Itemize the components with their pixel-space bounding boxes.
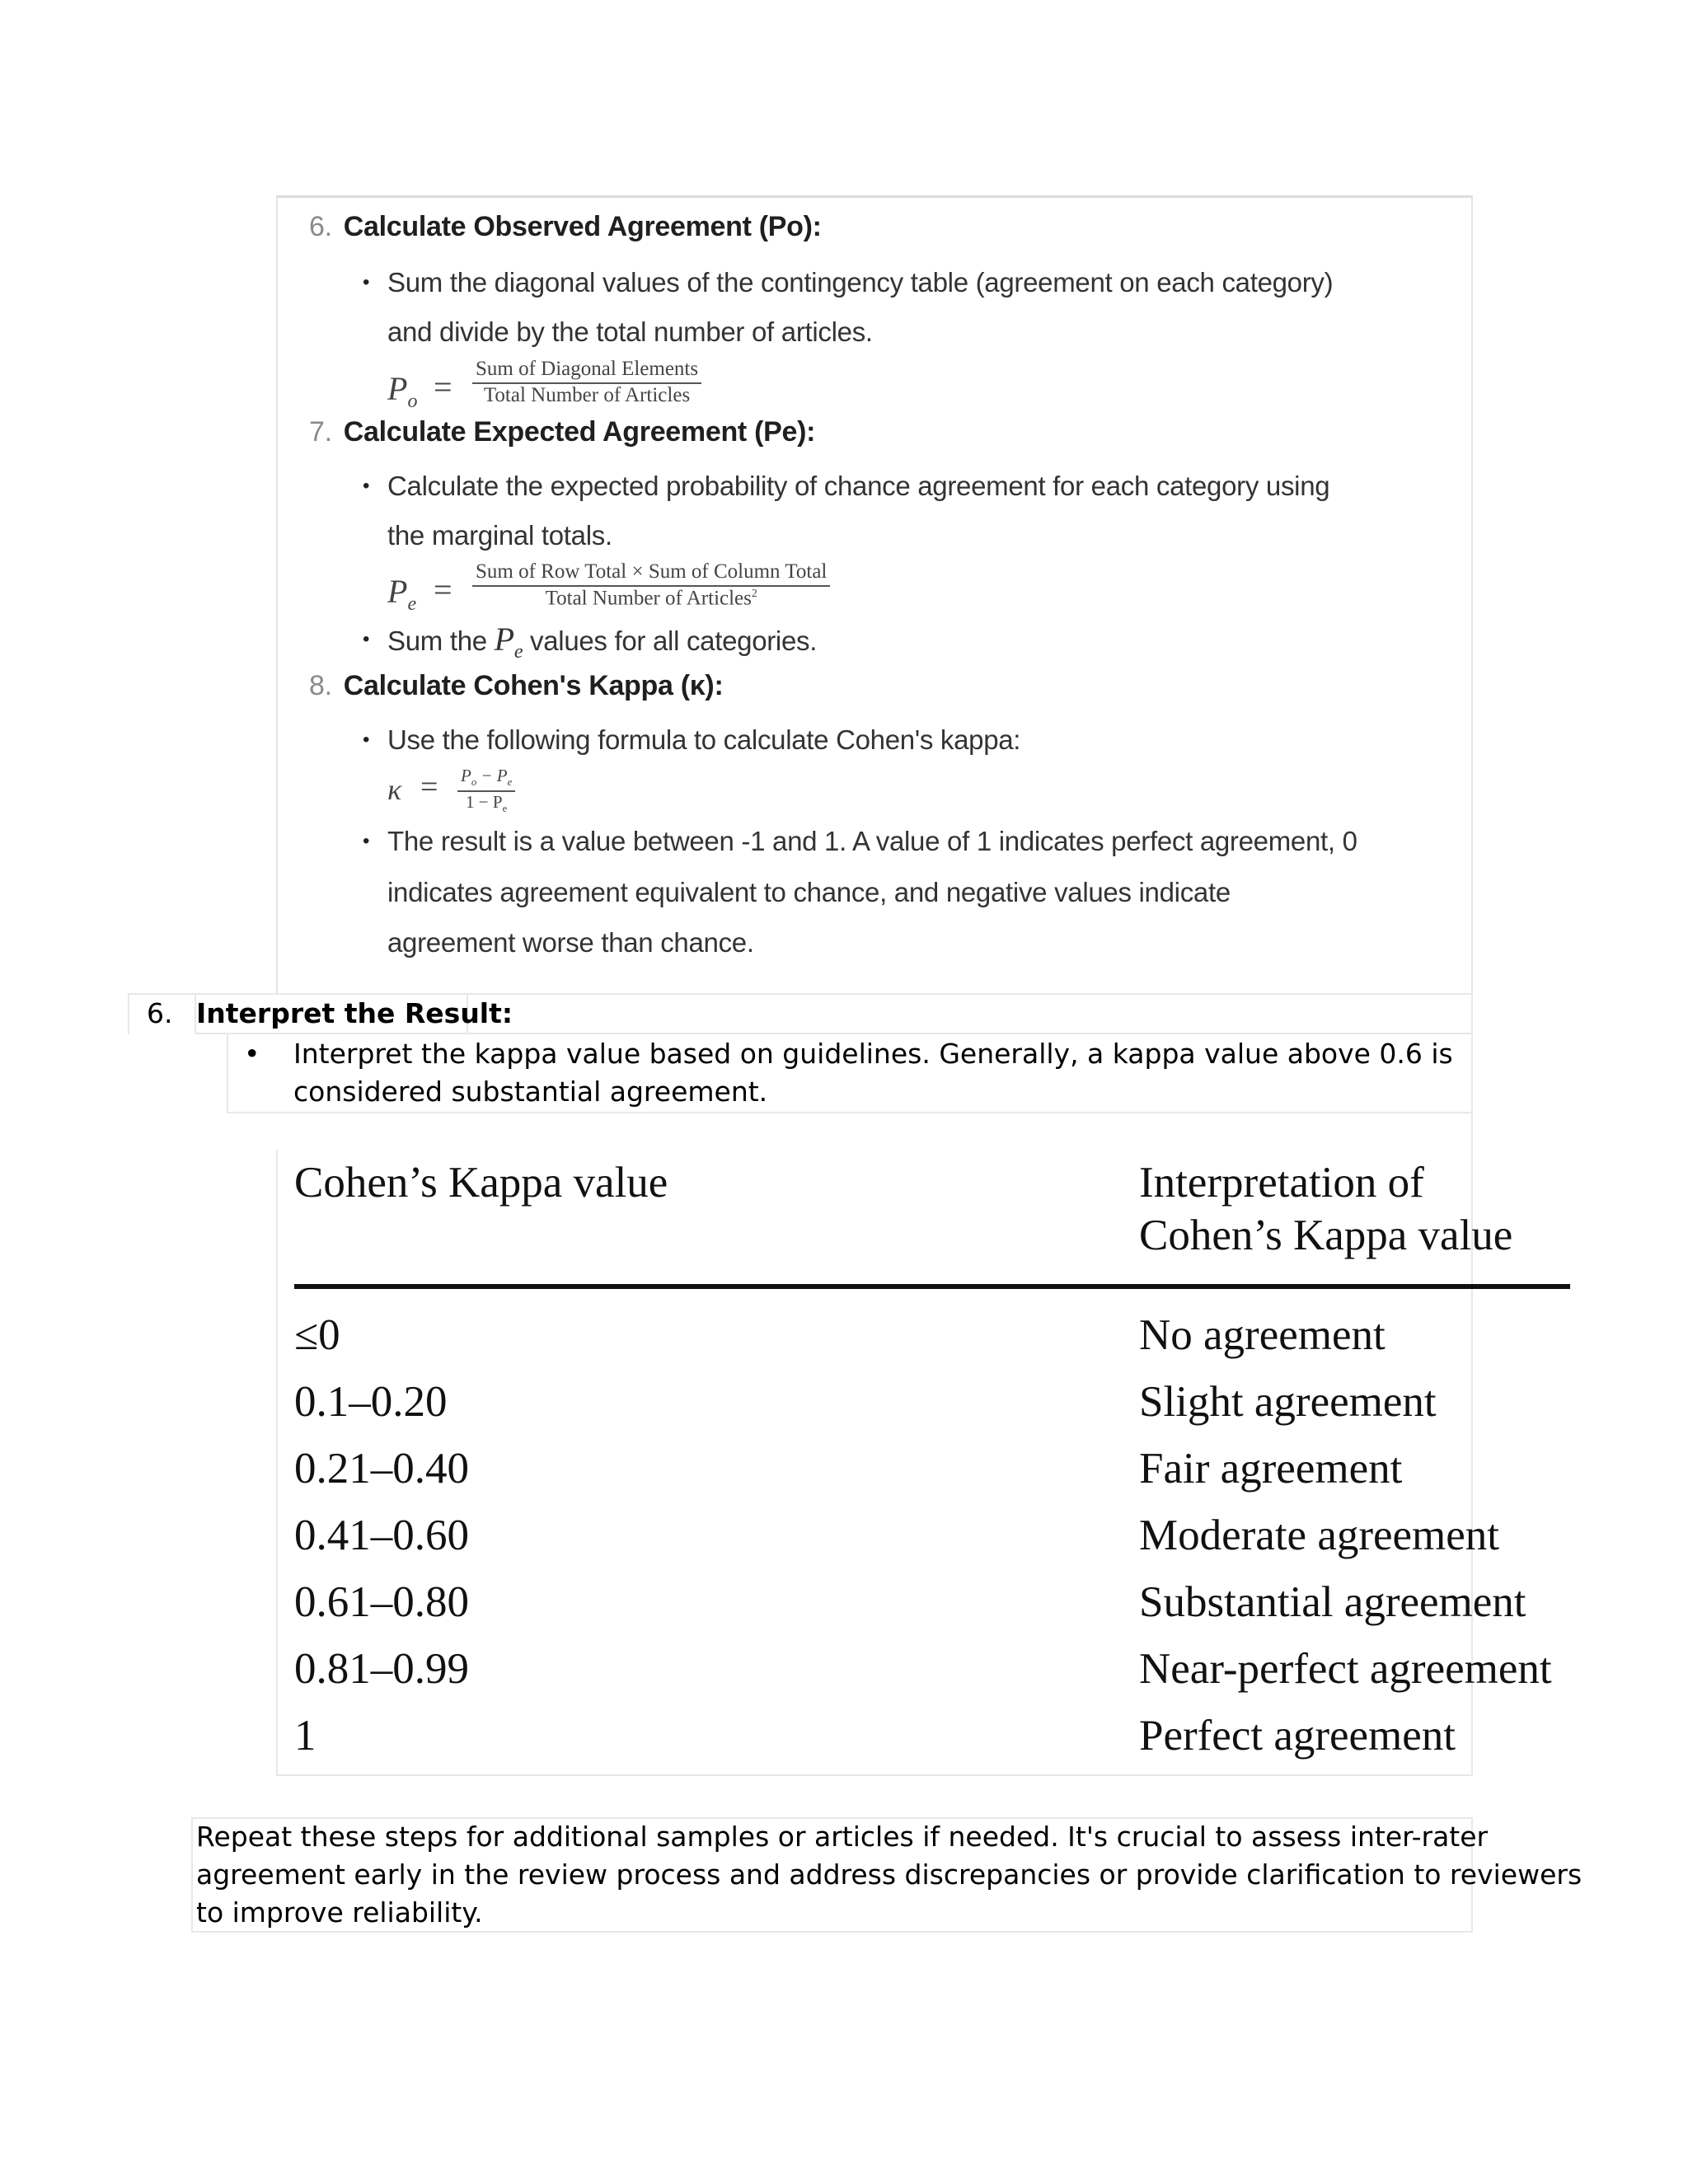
step-6-heading: [309, 211, 822, 243]
cell-border: [128, 993, 129, 1034]
row-interpretation: Substantial agreement: [1139, 1578, 1526, 1626]
closing-line-2: agreement early in the review process and address discrepancies or provide clarification to reviewers: [196, 1858, 1582, 1891]
row-value: ≤0: [294, 1311, 340, 1359]
doc-bullet-symbol: •: [244, 1038, 260, 1070]
bullet-dot: •: [363, 830, 370, 852]
cell-border: [227, 1112, 1473, 1113]
bullet-text-line-3: agreement worse than chance.: [387, 927, 754, 958]
formula-equals: =: [434, 368, 452, 405]
kappa-formula: [387, 762, 569, 820]
step-8-heading: [309, 670, 723, 702]
row-value: 0.1–0.20: [294, 1378, 448, 1426]
closing-line-3: to improve reliability.: [196, 1896, 483, 1929]
step-7-bullet: [363, 461, 1330, 511]
formula-lhs: κ: [387, 773, 402, 806]
fraction-denominator: Total Number of Articles: [483, 384, 691, 406]
header-interpretation-line-1: Interpretation of: [1139, 1159, 1424, 1207]
doc-bullet-line-1: Interpret the kappa value based on guidelines. Generally, a kappa value above 0.6 is: [293, 1038, 1453, 1070]
pe-symbol: $P_e$: [494, 621, 523, 663]
row-value: 1: [294, 1712, 316, 1760]
fraction-numerator: Sum of Row Total × Sum of Column Total: [472, 560, 830, 587]
row-value: 0.81–0.99: [294, 1645, 469, 1693]
bullet-dot: •: [363, 729, 370, 751]
step-number: 8.: [309, 670, 332, 701]
step-6-bullet: [363, 257, 1334, 307]
fraction-denominator: Total Number of Articles$^2$: [545, 587, 757, 610]
bullet-text-line-1: Sum the diagonal values of the contingency table (agreement on each category): [387, 267, 1334, 298]
row-value: 0.21–0.40: [294, 1445, 469, 1493]
step-7-bullet-2: • Sum the $P_e$ values for all categories.: [387, 614, 817, 677]
step-8-bullet: [363, 715, 1021, 765]
step-8-bullet-2: [363, 816, 1357, 866]
row-interpretation: Moderate agreement: [1139, 1511, 1500, 1559]
bullet-dot: •: [363, 271, 370, 293]
bullet-text-line-1: Calculate the expected probability of chance agreement for each category using: [387, 471, 1330, 501]
row-value: 0.41–0.60: [294, 1511, 469, 1559]
formula-fraction: [472, 560, 830, 610]
bullet-text-line-2: indicates agreement equivalent to chance, and negative values indicate: [387, 877, 1231, 907]
formula-fraction: [457, 766, 515, 815]
step-6-title: Interpret the Result:: [196, 997, 513, 1029]
step-8-bullet-2-cont: [387, 867, 1231, 917]
row-value: 0.61–0.80: [294, 1578, 469, 1626]
formula-lhs: $P_o$: [387, 370, 418, 412]
header-kappa-value: Cohen’s Kappa value: [294, 1159, 668, 1207]
row-interpretation: Fair agreement: [1139, 1445, 1403, 1493]
step-title: Calculate Expected Agreement (Pe):: [343, 416, 816, 448]
closing-line-1: Repeat these steps for additional samples or articles if needed. It's crucial to assess inter-rater: [196, 1821, 1489, 1853]
formula-lhs: $P_e$: [387, 573, 417, 615]
cell-border: [1471, 993, 1473, 1150]
formula-equals: =: [434, 571, 452, 608]
formula-fraction: [472, 358, 701, 407]
instructions-screenshot: [276, 195, 1473, 995]
step-8-bullet-2-cont2: [387, 917, 754, 968]
step-7-heading: [309, 416, 815, 448]
step-title: Calculate Cohen's Kappa (κ):: [343, 670, 724, 701]
row-interpretation: No agreement: [1139, 1311, 1386, 1359]
step-6-bullet-cont: [387, 307, 873, 357]
header-interpretation-line-2: Cohen’s Kappa value: [1139, 1212, 1513, 1259]
row-interpretation: Perfect agreement: [1139, 1712, 1456, 1760]
row-interpretation: Slight agreement: [1139, 1378, 1437, 1426]
cell-border: [195, 1033, 1473, 1034]
bullet-text-line-2: the marginal totals.: [387, 520, 612, 551]
bullet-text-line-1: The result is a value between -1 and 1. A value of 1 indicates perfect agreement, 0: [387, 826, 1357, 856]
row-interpretation: Near-perfect agreement: [1139, 1645, 1552, 1693]
step-number: 6.: [309, 211, 332, 242]
po-formula: [387, 354, 767, 420]
bullet-text: Use the following formula to calculate Cohen's kappa:: [387, 724, 1021, 755]
bullet-text-line-2: and divide by the total number of articles.: [387, 316, 873, 347]
bullet-dot: •: [363, 475, 370, 497]
header-rule: [294, 1284, 1570, 1289]
formula-equals: =: [420, 770, 438, 804]
cell-border: [227, 1033, 228, 1113]
bullet-dot: •: [363, 628, 370, 650]
fraction-denominator: $1 - P_e$: [466, 792, 508, 815]
step-number: 7.: [309, 416, 332, 448]
step-7-bullet-cont: [387, 510, 612, 560]
doc-bullet-line-2: considered substantial agreement.: [293, 1076, 768, 1108]
kappa-interpretation-table: [276, 1150, 1552, 1776]
step-title: Calculate Observed Agreement (Po):: [343, 211, 822, 242]
fraction-numerator: $P_o - P_e$: [457, 766, 515, 792]
fraction-numerator: Sum of Diagonal Elements: [472, 358, 701, 384]
step-6-number: 6.: [147, 997, 173, 1029]
